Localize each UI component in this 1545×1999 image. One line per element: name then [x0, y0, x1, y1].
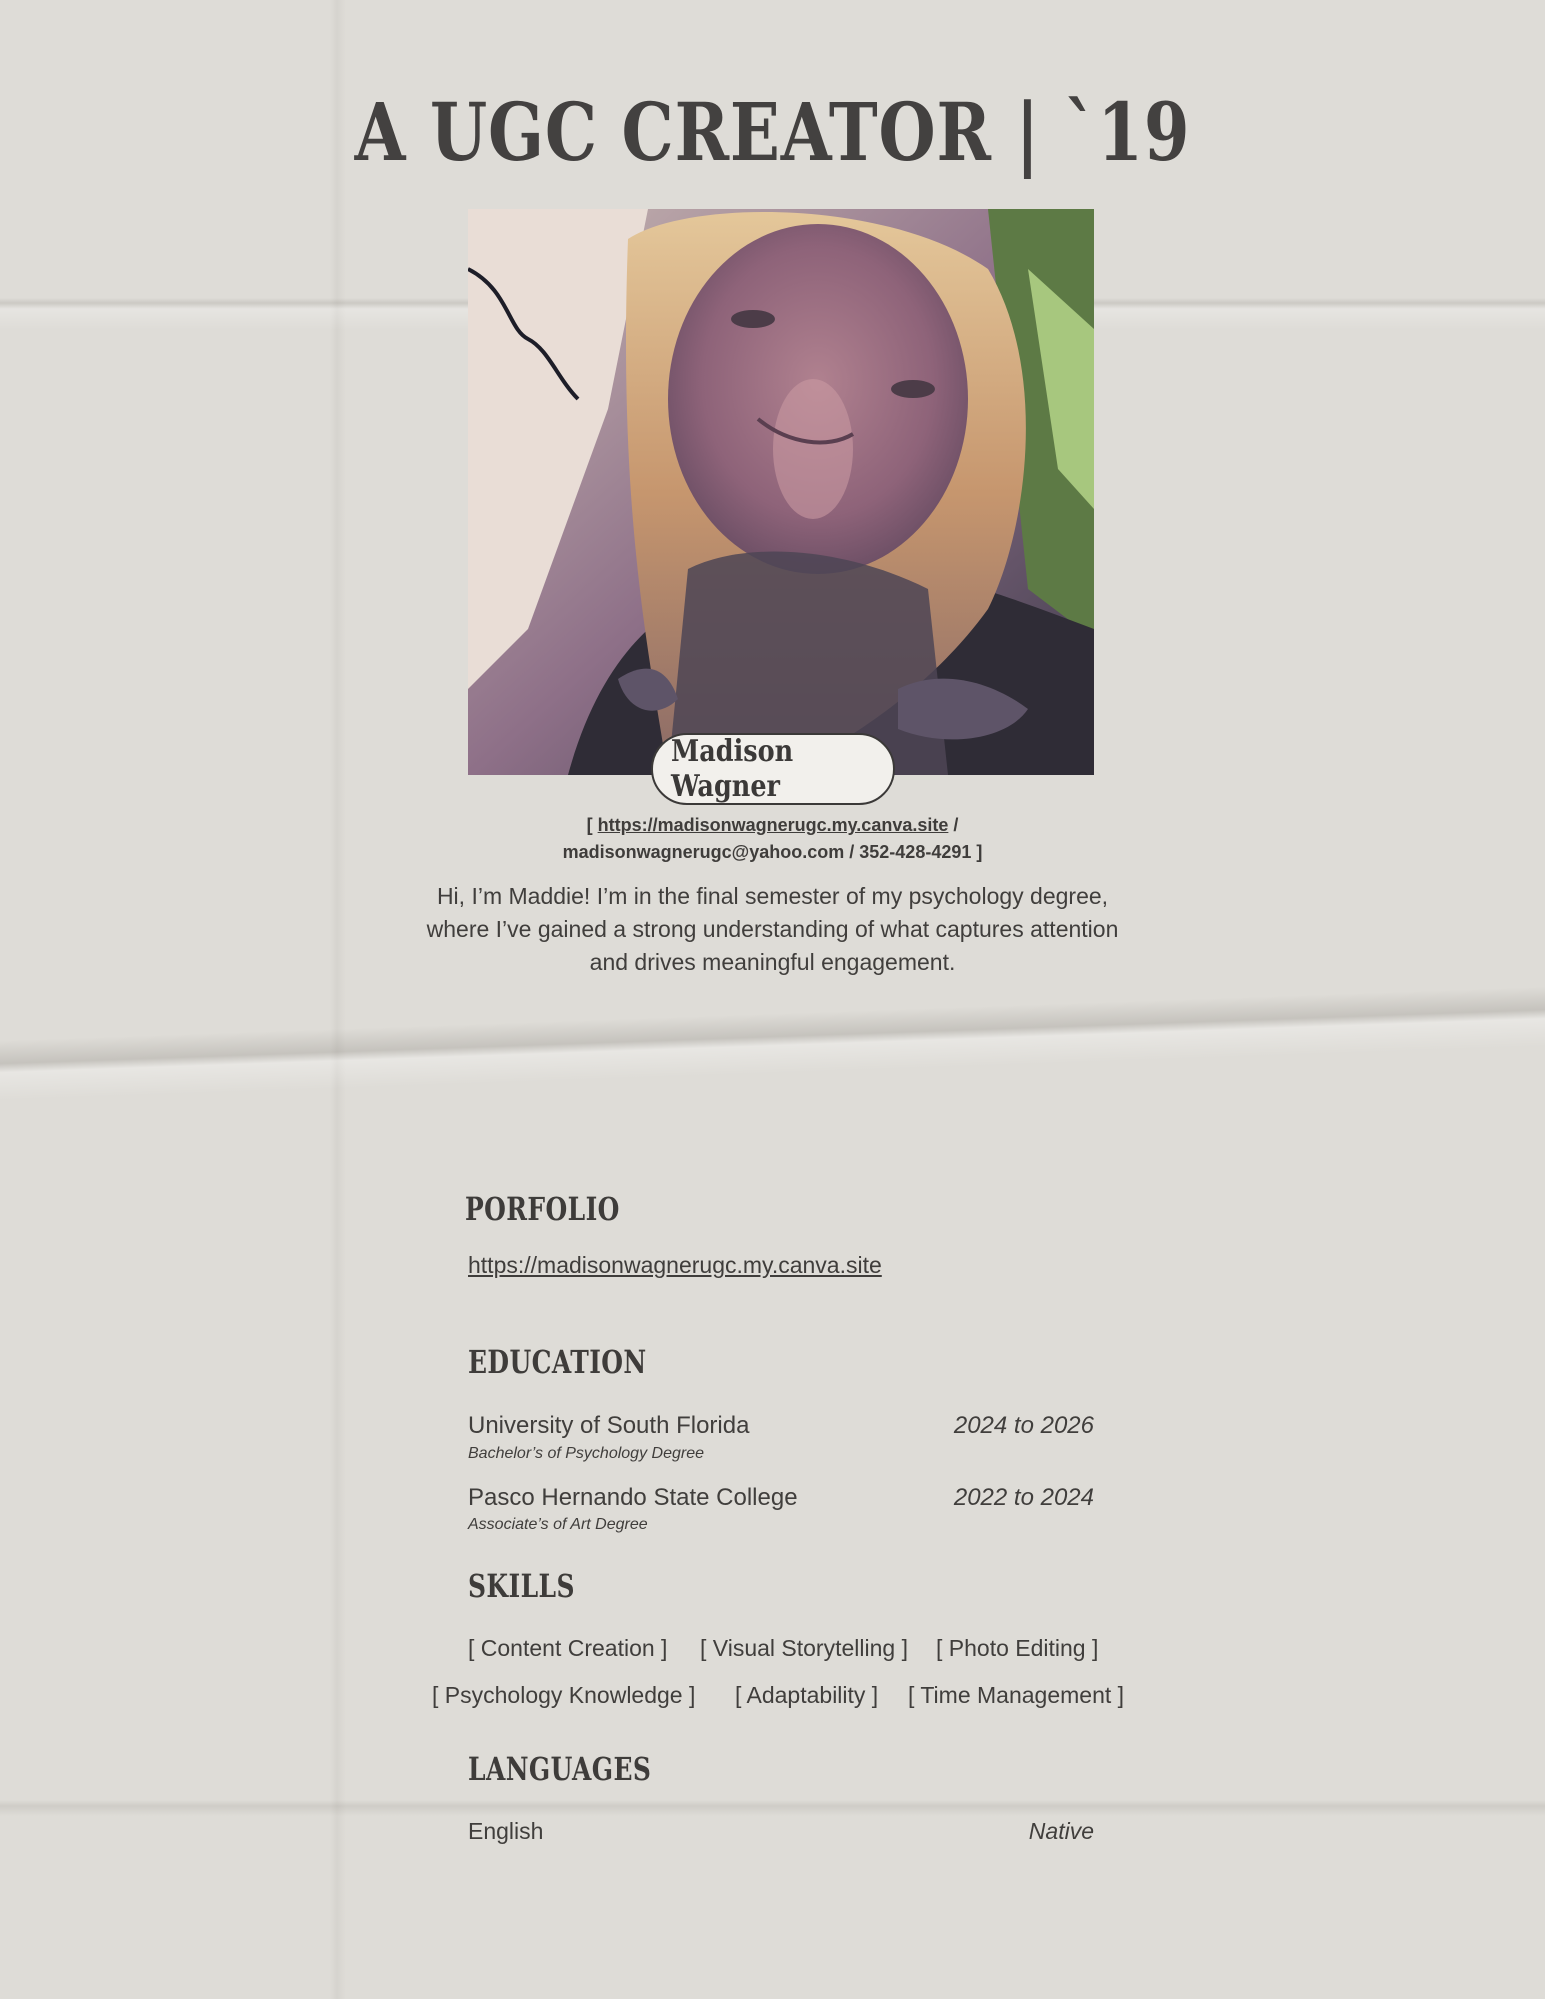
contact-open-bracket: [: [586, 815, 593, 835]
languages-heading: LANGUAGES: [468, 1750, 652, 1788]
skills-heading: SKILLS: [468, 1567, 575, 1605]
education-years: 2022 to 2024: [953, 1484, 1094, 1511]
contact-line-1: [0, 812, 1545, 839]
portfolio-heading: PORFOLIO: [465, 1190, 620, 1228]
skill-tag: [ Adaptability ]: [735, 1682, 879, 1708]
language-name: English: [468, 1818, 544, 1844]
name-label: Madison Wagner: [671, 734, 794, 804]
skill-tag: [ Psychology Knowledge ]: [432, 1682, 696, 1708]
education-school: Pasco Hernando State College: [468, 1484, 798, 1511]
name-badge: [651, 733, 895, 805]
education-heading: EDUCATION: [468, 1343, 647, 1381]
language-level: Native: [1028, 1818, 1094, 1844]
contact-close-bracket: ]: [976, 842, 983, 862]
phone-text[interactable]: 352-428-4291: [859, 842, 972, 862]
skill-tag: [ Content Creation ]: [468, 1635, 668, 1661]
intro-paragraph: Hi, I’m Maddie! I’m in the final semester of my psychology degree, where I’ve gained a strong understanding of what captures attention and drives meaningful engagement.: [426, 883, 1119, 975]
contact-separator: /: [849, 842, 855, 862]
education-degree: Bachelor’s of Psychology Degree: [468, 1445, 704, 1462]
education-years: 2024 to 2026: [953, 1412, 1094, 1439]
profile-photo: [468, 209, 1094, 775]
page-title: A UGC CREATOR | `19: [354, 85, 1191, 179]
skill-tag: [ Time Management ]: [908, 1682, 1125, 1708]
education-degree: Associate’s of Art Degree: [468, 1516, 648, 1533]
email-text[interactable]: madisonwagnerugc@yahoo.com: [562, 842, 845, 862]
contact-line-2: [0, 839, 1545, 866]
website-link[interactable]: https://madisonwagnerugc.my.canva.site: [597, 815, 949, 835]
portfolio-link[interactable]: https://madisonwagnerugc.my.canva.site: [468, 1252, 882, 1278]
contact-info: [0, 812, 1545, 866]
skill-tag: [ Photo Editing ]: [936, 1635, 1099, 1661]
skill-tag: [ Visual Storytelling ]: [700, 1635, 908, 1661]
education-school: University of South Florida: [468, 1412, 750, 1439]
contact-separator: /: [953, 815, 959, 835]
